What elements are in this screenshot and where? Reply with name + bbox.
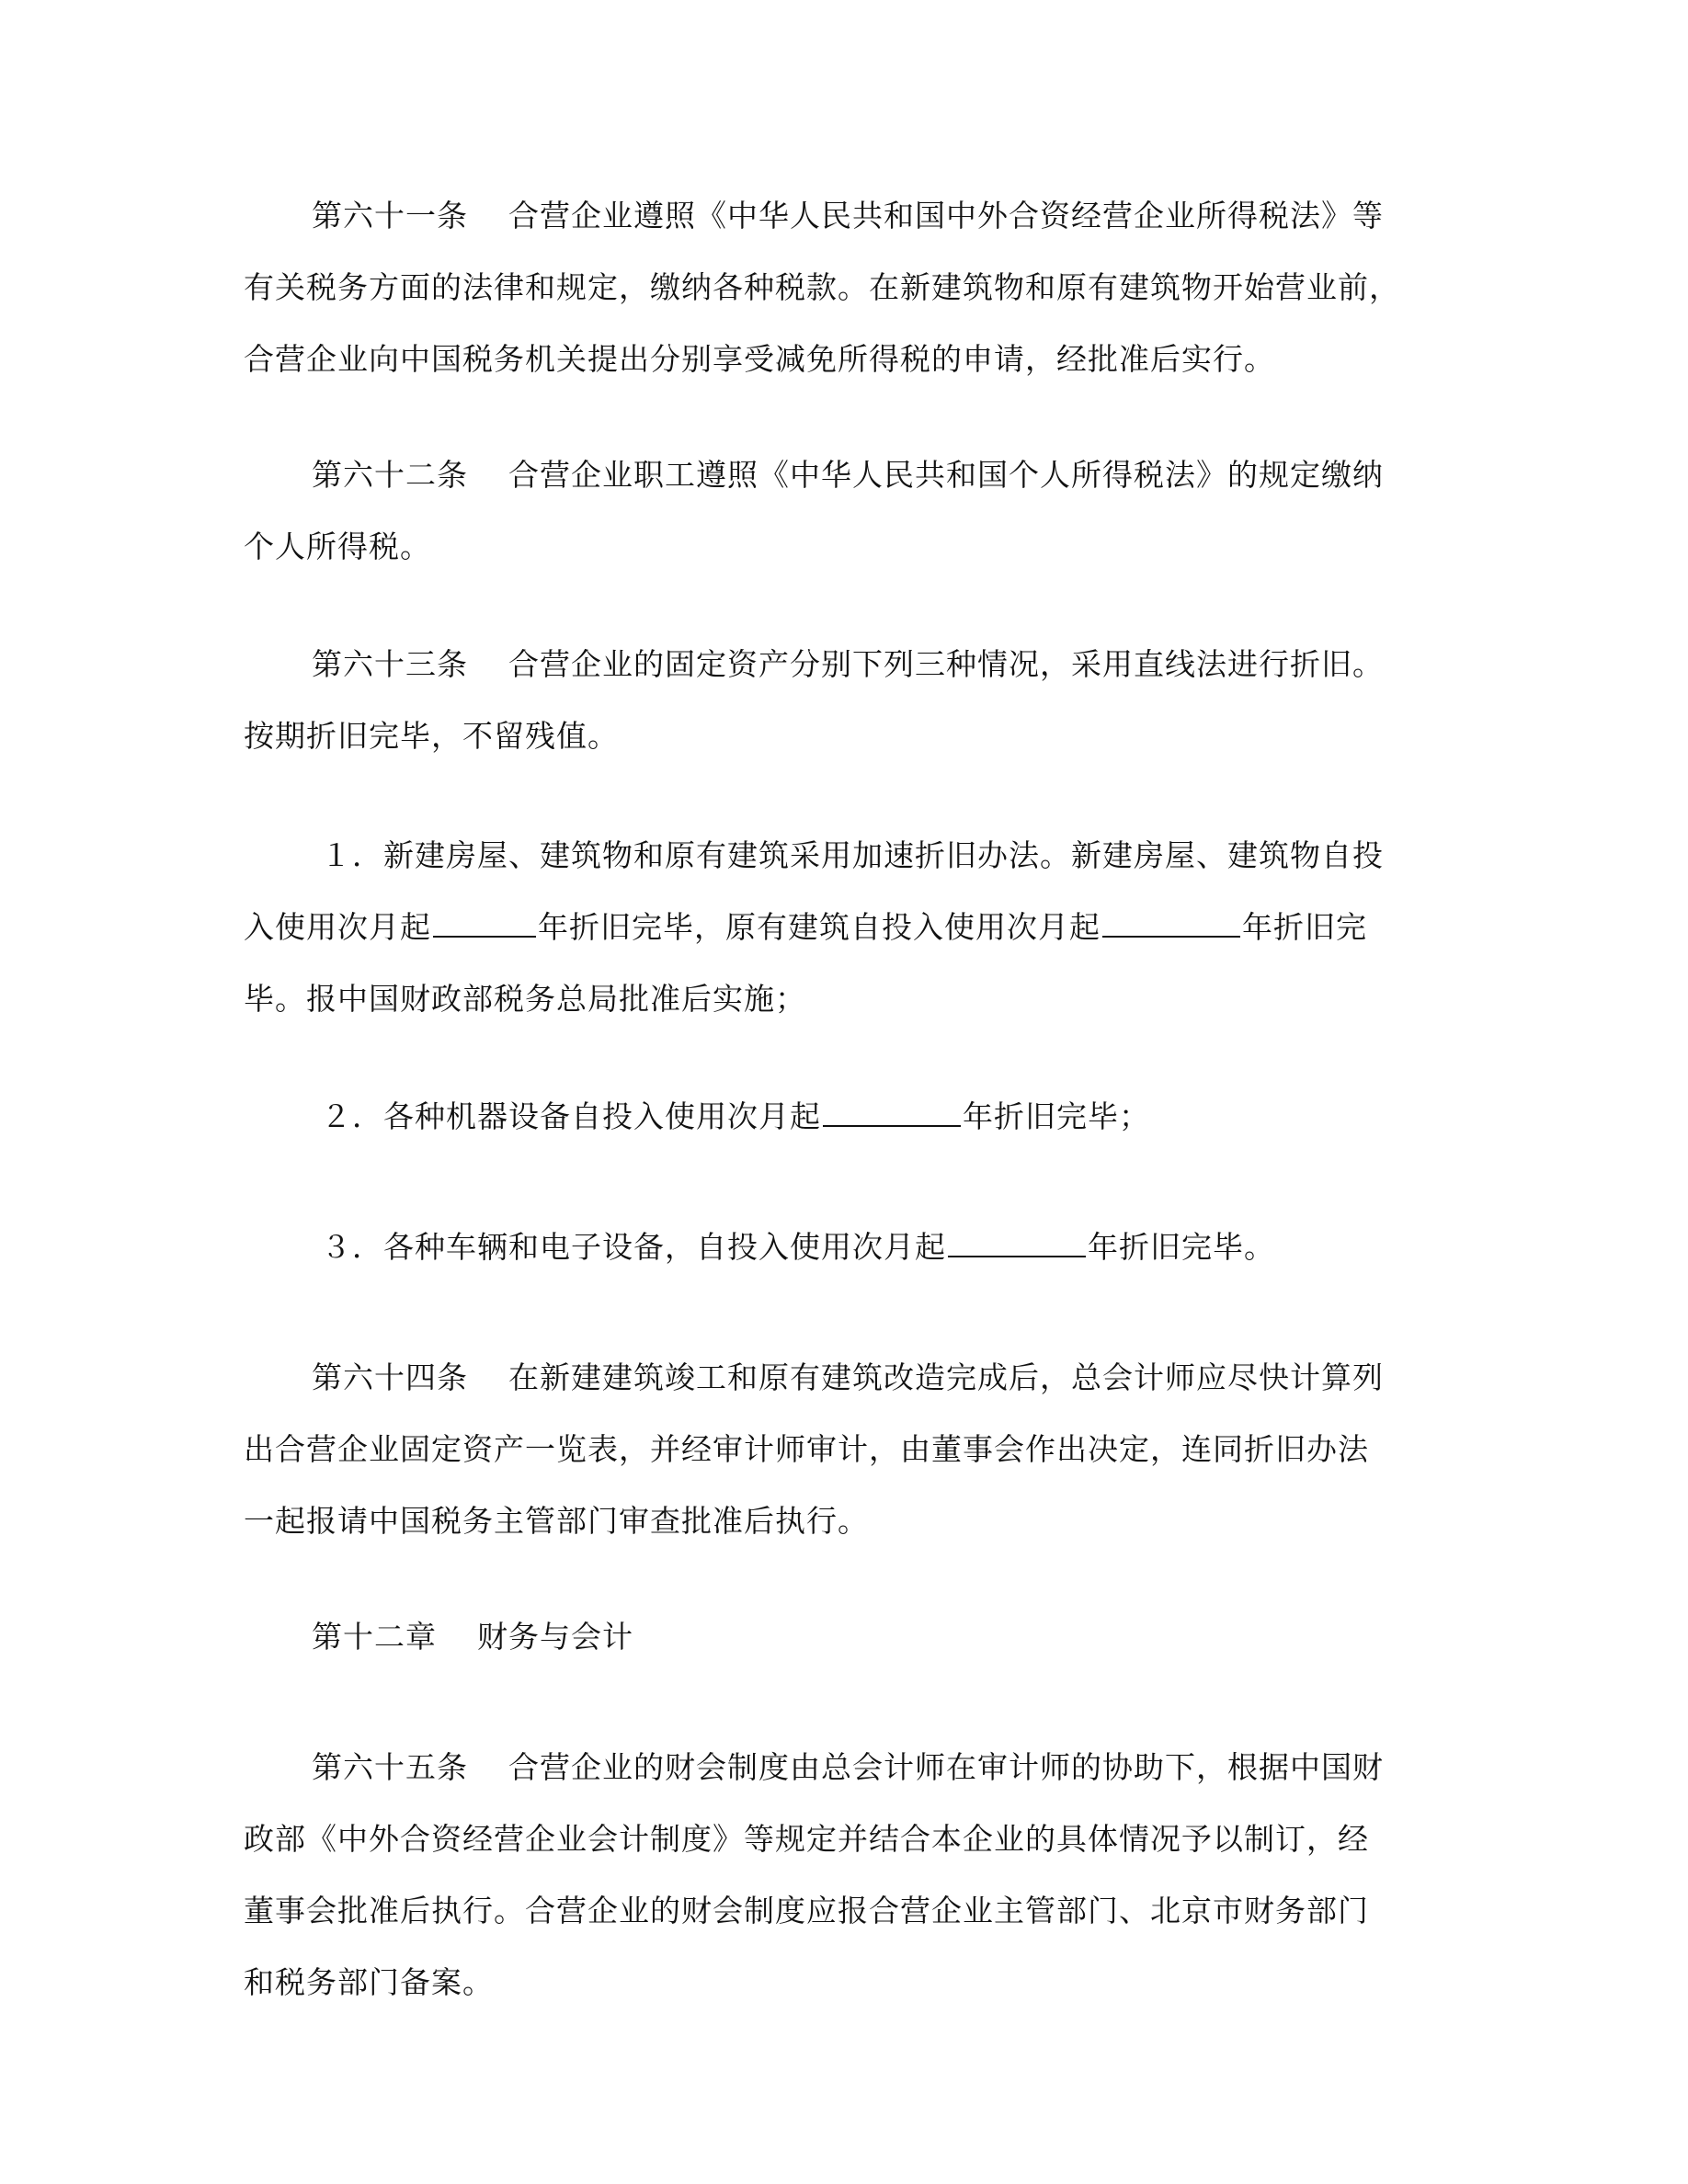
item-3 xyxy=(244,1211,1448,1283)
item-2-text-a: ２．各种机器设备自投入使用次月起 xyxy=(321,1098,821,1134)
article-65-line-4: 和税务部门备案。 xyxy=(244,1964,494,2000)
article-61-label: 第六十一条 xyxy=(312,198,468,233)
article-61-line-1 xyxy=(244,180,1448,252)
blank-field-years-new-building[interactable] xyxy=(433,908,536,938)
item-1-text-2b: 年折旧完毕，原有建筑自投入使用次月起 xyxy=(538,909,1101,945)
article-65 xyxy=(244,1732,1448,2019)
article-63-label: 第六十三条 xyxy=(312,646,468,682)
article-62-line-1 xyxy=(244,439,1448,511)
article-62-label: 第六十二条 xyxy=(312,457,468,493)
article-65-label: 第六十五条 xyxy=(312,1749,468,1785)
article-64-line-3: 一起报请中国税务主管部门审查批准后执行。 xyxy=(244,1503,869,1539)
article-64 xyxy=(244,1342,1448,1557)
article-64-line-2: 出合营企业固定资产一览表，并经审计师审计，由董事会作出决定，连同折旧办法 xyxy=(244,1431,1369,1467)
item-1-text-2c: 年折旧完 xyxy=(1242,909,1367,945)
article-63-line-2: 按期折旧完毕，不留残值。 xyxy=(244,718,619,754)
article-64-label: 第六十四条 xyxy=(312,1359,468,1395)
article-64-line-1 xyxy=(244,1342,1448,1414)
article-65-line-2: 政部《中外合资经营企业会计制度》等规定并结合本企业的具体情况予以制订，经 xyxy=(244,1821,1369,1857)
chapter-12-label: 第十二章 xyxy=(312,1619,437,1655)
article-62-line-2: 个人所得税。 xyxy=(244,529,431,564)
item-1-text-2a: 入使用次月起 xyxy=(244,909,431,945)
article-63 xyxy=(244,629,1448,772)
item-2-text-b: 年折旧完毕； xyxy=(963,1098,1150,1134)
blank-field-years-machinery[interactable] xyxy=(823,1098,961,1127)
article-64-text-1: 在新建建筑竣工和原有建筑改造完成后，总会计师应尽快计算列 xyxy=(508,1359,1384,1395)
item-1-line-1: １．新建房屋、建筑物和原有建筑采用加速折旧办法。新建房屋、建筑物自投 xyxy=(321,837,1384,873)
item-1-line-3: 毕。报中国财政部税务总局批准后实施； xyxy=(244,981,806,1017)
article-61-line-2: 有关税务方面的法律和规定，缴纳各种税款。在新建筑物和原有建筑物开始营业前， xyxy=(244,269,1400,305)
item-1 xyxy=(244,820,1448,1035)
article-61 xyxy=(244,180,1448,395)
article-62 xyxy=(244,439,1448,583)
item-3-text-a: ３．各种车辆和电子设备，自投入使用次月起 xyxy=(321,1229,946,1265)
article-61-line-3: 合营企业向中国税务机关提出分别享受减免所得税的申请，经批准后实行。 xyxy=(244,341,1275,377)
article-62-text-1: 合营企业职工遵照《中华人民共和国个人所得税法》的规定缴纳 xyxy=(508,457,1384,493)
article-61-text-1: 合营企业遵照《中华人民共和国中外合资经营企业所得税法》等 xyxy=(508,198,1384,233)
chapter-12-line xyxy=(244,1601,1448,1673)
article-65-line-3: 董事会批准后执行。合营企业的财会制度应报合营企业主管部门、北京市财务部门 xyxy=(244,1893,1369,1928)
blank-field-years-existing-building[interactable] xyxy=(1102,908,1240,938)
article-65-line-1 xyxy=(244,1732,1448,1803)
chapter-12-heading xyxy=(244,1601,1448,1673)
article-63-text-1: 合营企业的固定资产分别下列三种情况，采用直线法进行折旧。 xyxy=(508,646,1384,682)
item-3-line-1 xyxy=(244,1211,1448,1283)
item-1-line-2 xyxy=(244,892,1448,963)
article-65-text-1: 合营企业的财会制度由总会计师在审计师的协助下，根据中国财 xyxy=(508,1749,1384,1785)
article-63-line-1 xyxy=(244,629,1448,700)
blank-field-years-vehicles[interactable] xyxy=(948,1228,1086,1257)
chapter-12-title: 财务与会计 xyxy=(477,1619,633,1655)
item-3-text-b: 年折旧完毕。 xyxy=(1088,1229,1275,1265)
item-2-line-1 xyxy=(244,1081,1448,1153)
item-2 xyxy=(244,1081,1448,1153)
